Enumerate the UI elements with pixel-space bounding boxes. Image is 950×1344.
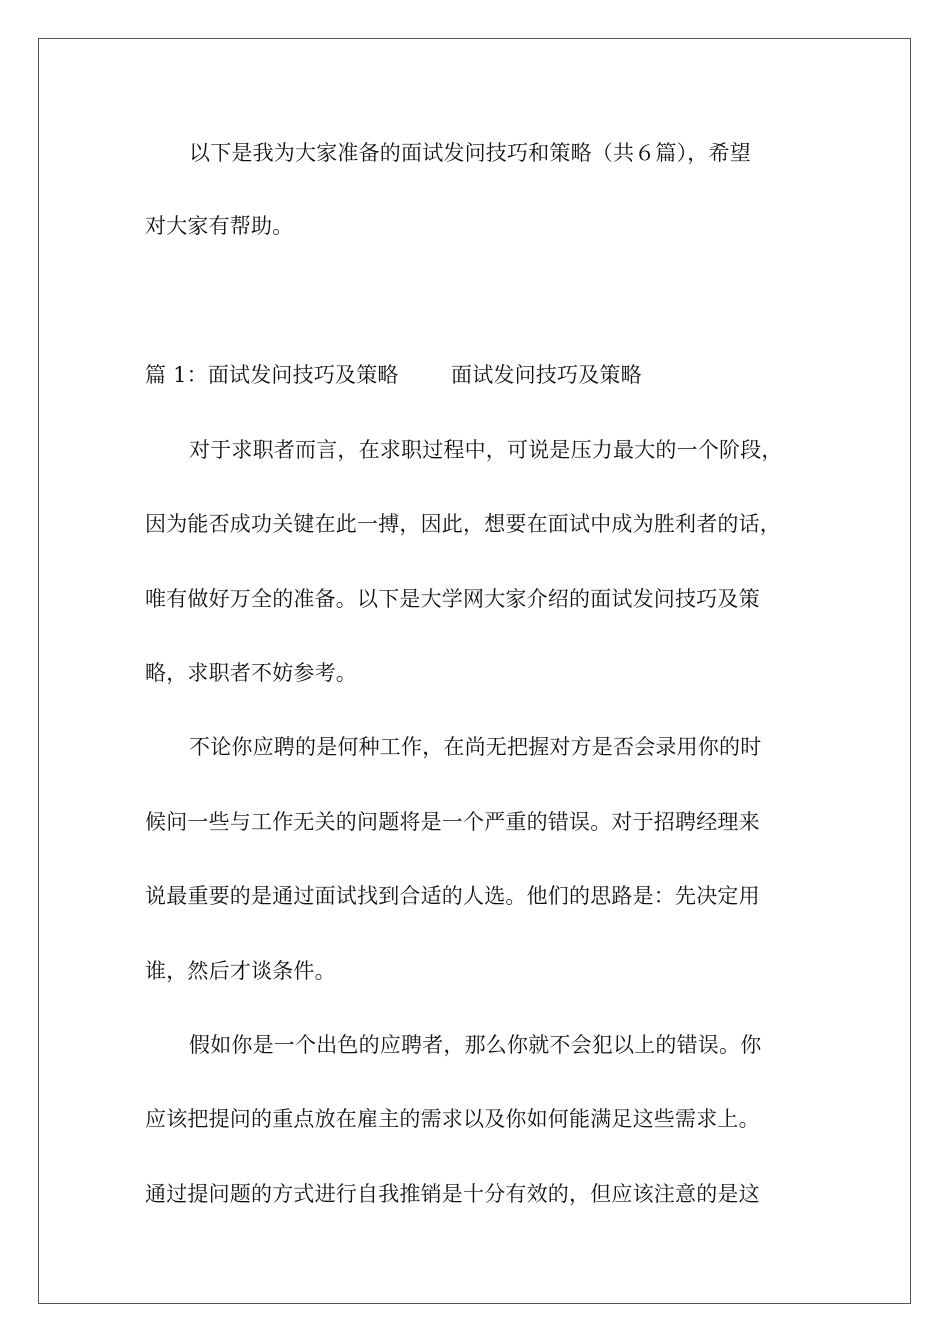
paragraph-1-line-4: 略，求职者不妨参考。 <box>145 661 357 685</box>
paragraph-1-line-2: 因为能否成功关键在此一搏，因此，想要在面试中成为胜利者的话， <box>145 512 781 536</box>
paragraph-1-line-3: 唯有做好万全的准备。以下是大学网大家介绍的面试发问技巧及策 <box>145 587 760 611</box>
paragraph-3-line-2: 应该把提问的重点放在雇主的需求以及你如何能满足这些需求上。 <box>145 1107 760 1131</box>
paragraph-2-line-3: 说最重要的是通过面试找到合适的人选。他们的思路是：先决定用 <box>145 884 760 908</box>
intro-line-1: 以下是我为大家准备的面试发问技巧和策略（共６篇），希望 <box>189 141 751 165</box>
paragraph-2-line-4: 谁，然后才谈条件。 <box>145 959 336 983</box>
section-heading-title: 篇 1：面试发问技巧及策略 <box>145 363 399 387</box>
paragraph-2-line-1: 不论你应聘的是何种工作，在尚无把握对方是否会录用你的时 <box>189 735 762 759</box>
paragraph-3-line-1: 假如你是一个出色的应聘者，那么你就不会犯以上的错误。你 <box>189 1033 762 1057</box>
paragraph-2-line-2: 候问一些与工作无关的问题将是一个严重的错误。对于招聘经理来 <box>145 810 760 834</box>
section-heading-subtitle: 面试发问技巧及策略 <box>451 363 642 387</box>
paragraph-1-line-1: 对于求职者而言，在求职过程中，可说是压力最大的一个阶段， <box>189 438 783 462</box>
intro-line-2: 对大家有帮助。 <box>145 214 294 238</box>
paragraph-3-line-3: 通过提问题的方式进行自我推销是十分有效的，但应该注意的是这 <box>145 1182 760 1206</box>
